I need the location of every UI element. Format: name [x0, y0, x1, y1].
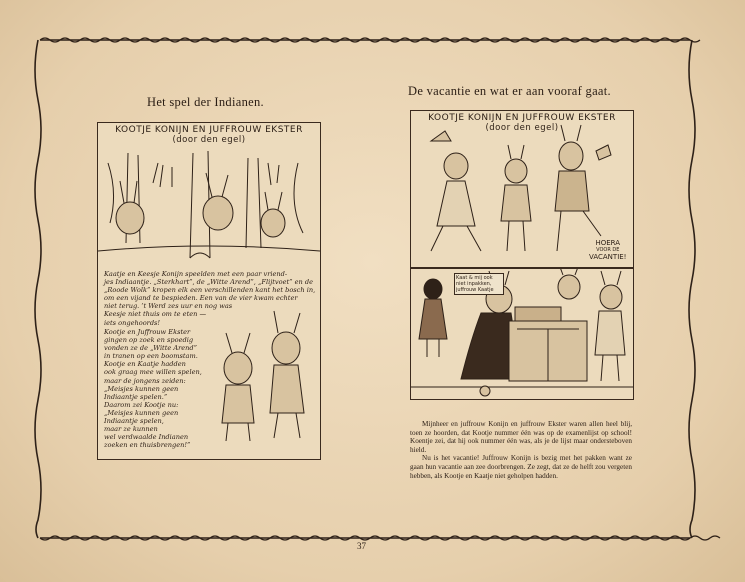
- body-paragraph-2: Nu is het vacantie! Juffrouw Konijn is bezig met het pakken want ze gaan hun vacantie aan zee doorbrengen. Ze zegt, dat ze de helft zou vergeten hebben, als Kootje en Kaatje niet geholpen hadden.: [410, 454, 632, 480]
- right-comic-panel-bottom: [410, 268, 634, 400]
- right-comic-title-text: KOOTJE KONIJN EN JUFFROUW EKSTER: [428, 113, 616, 123]
- left-page-heading: Het spel der Indianen.: [147, 95, 264, 109]
- left-comic-title: [102, 125, 316, 145]
- hoera-line-3: VACANTIE!: [589, 253, 627, 261]
- packing-illustration: [411, 269, 633, 399]
- body-paragraph-1: Mijnheer en juffrouw Konijn en juffrouw Ekster waren allen heel blij, toen ze hoorden, dat Kootje nummer één was op de examenlijst op school! Koentje zei, dat hij ook nummer één was, als je de lijst maar ondersteboven hield.: [410, 420, 632, 454]
- page-number: 37: [357, 541, 366, 551]
- left-comic-panel: [97, 122, 321, 460]
- right-comic-subtitle: (door den egel): [485, 123, 559, 133]
- left-story-text-part-2: Kootje en Juffrouw Ekster gingen op zoek en spoedig vonden ze de „Witte Arend” in tranen op een boomstam. Kootje en Kaatje hadden ook graag mee willen spelen, maar de jongens zeiden: „Meisjes kunnen geen Indiaantje spelen.” Daarom zei Kootje nu: „Meisjes kunnen geen Indiaantje spelen, maar ze kunnen wel verdwaalde Indianen zoeken en thuisbrengen!”: [104, 328, 202, 450]
- right-body-text: [410, 420, 632, 480]
- right-comic-panel-top: [410, 110, 634, 268]
- left-comic-title-text: KOOTJE KONIJN EN JUFFROUW EKSTER: [115, 125, 303, 135]
- hoera-line-2: VOOR DE: [596, 247, 620, 253]
- hoera-line-1: HOERA: [595, 239, 621, 247]
- speech-note: Kaat & mij ook niet inpakken, juffrouw Kaatje: [454, 273, 504, 295]
- left-story-text-part-1: Kaatje en Keesje Konijn speelden met een paar vriend- jes Indiaantje. „Sterkhart”, de „Witte Arend”, „Flijtvoet” en de „Roode Wolk” kropen elk een verschillenden kant het bosch in, om een vijand te bespieden. Een van de vier kwam echter niet terug. ’t Werd zes uur en nog was Keesje niet thuis om te eten — iets ongehoords!: [104, 270, 316, 327]
- right-comic-title: [415, 113, 629, 133]
- left-comic-subtitle: (door den egel): [172, 135, 246, 145]
- right-page-heading: De vacantie en wat er aan vooraf gaat.: [408, 84, 611, 98]
- hoera-caption: [589, 239, 627, 261]
